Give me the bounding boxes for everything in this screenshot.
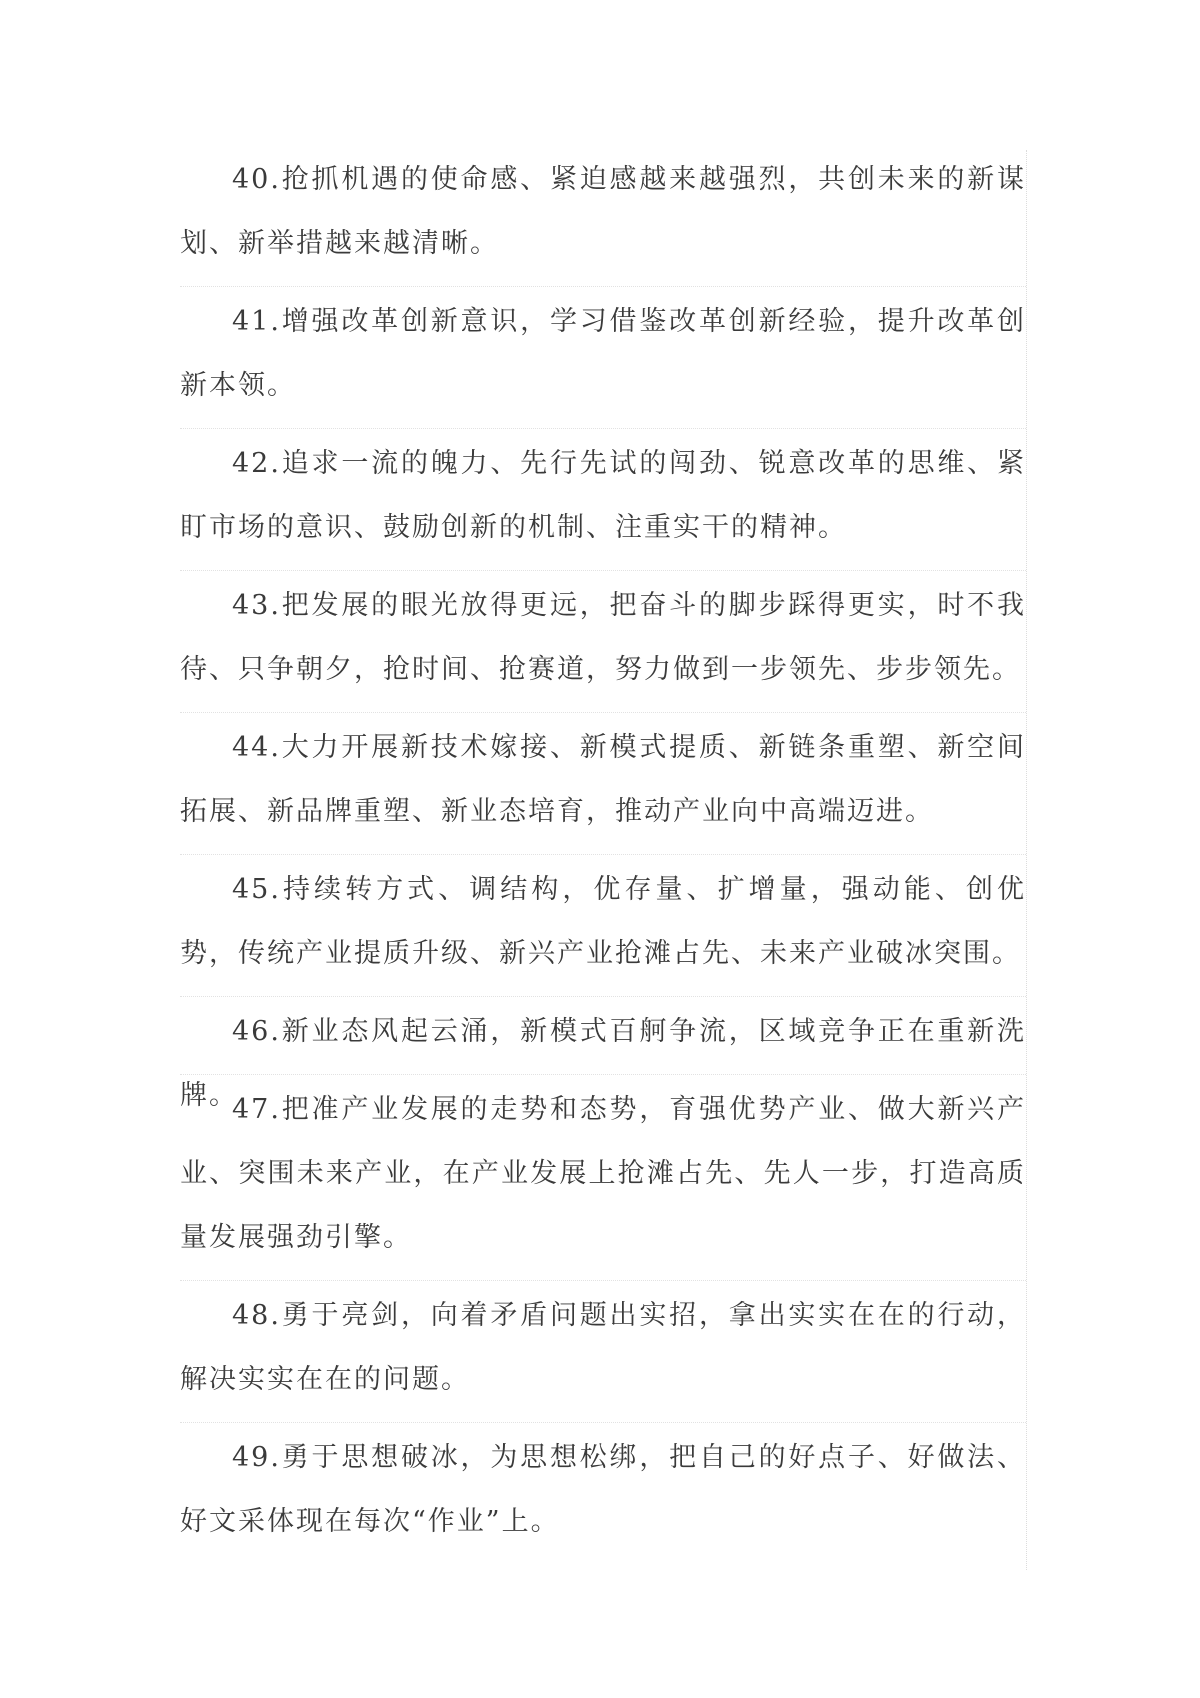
list-item: 40.抢抓机遇的使命感、紧迫感越来越强烈，共创未来的新谋划、新举措越来越清晰。: [180, 164, 1026, 259]
divider: [180, 996, 1026, 997]
divider: [180, 286, 1026, 287]
list-item: 41.增强改革创新意识，学习借鉴改革创新经验，提升改革创新本领。: [180, 306, 1026, 401]
list-item: 43.把发展的眼光放得更远，把奋斗的脚步踩得更实，时不我待、只争朝夕，抢时间、抢赛道，努力做到一步领先、步步领先。: [180, 590, 1026, 685]
divider: [180, 428, 1026, 429]
divider: [180, 712, 1026, 713]
divider: [180, 1280, 1026, 1281]
divider: [180, 570, 1026, 571]
list-item: 48.勇于亮剑，向着矛盾问题出实招，拿出实实在在的行动，解决实实在在的问题。: [180, 1300, 1026, 1395]
list-item: 42.追求一流的魄力、先行先试的闯劲、锐意改革的思维、紧盯市场的意识、鼓励创新的机制、注重实干的精神。: [180, 448, 1026, 543]
list-item: 46.新业态风起云涌，新模式百舸争流，区域竞争正在重新洗牌。: [180, 1016, 1026, 1111]
divider: [180, 1074, 1026, 1075]
right-margin-rule: [1026, 150, 1027, 1570]
divider: [180, 854, 1026, 855]
list-item: 49.勇于思想破冰，为思想松绑，把自己的好点子、好做法、好文采体现在每次“作业”上。: [180, 1442, 1026, 1537]
list-item: 47.把准产业发展的走势和态势，育强优势产业、做大新兴产业、突围未来产业，在产业发展上抢滩占先、先人一步，打造高质量发展强劲引擎。: [180, 1094, 1026, 1253]
divider: [180, 1422, 1026, 1423]
list-item: 45.持续转方式、调结构，优存量、扩增量，强动能、创优势，传统产业提质升级、新兴产业抢滩占先、未来产业破冰突围。: [180, 874, 1026, 969]
list-item: 44.大力开展新技术嫁接、新模式提质、新链条重塑、新空间拓展、新品牌重塑、新业态培育，推动产业向中高端迈进。: [180, 732, 1026, 827]
